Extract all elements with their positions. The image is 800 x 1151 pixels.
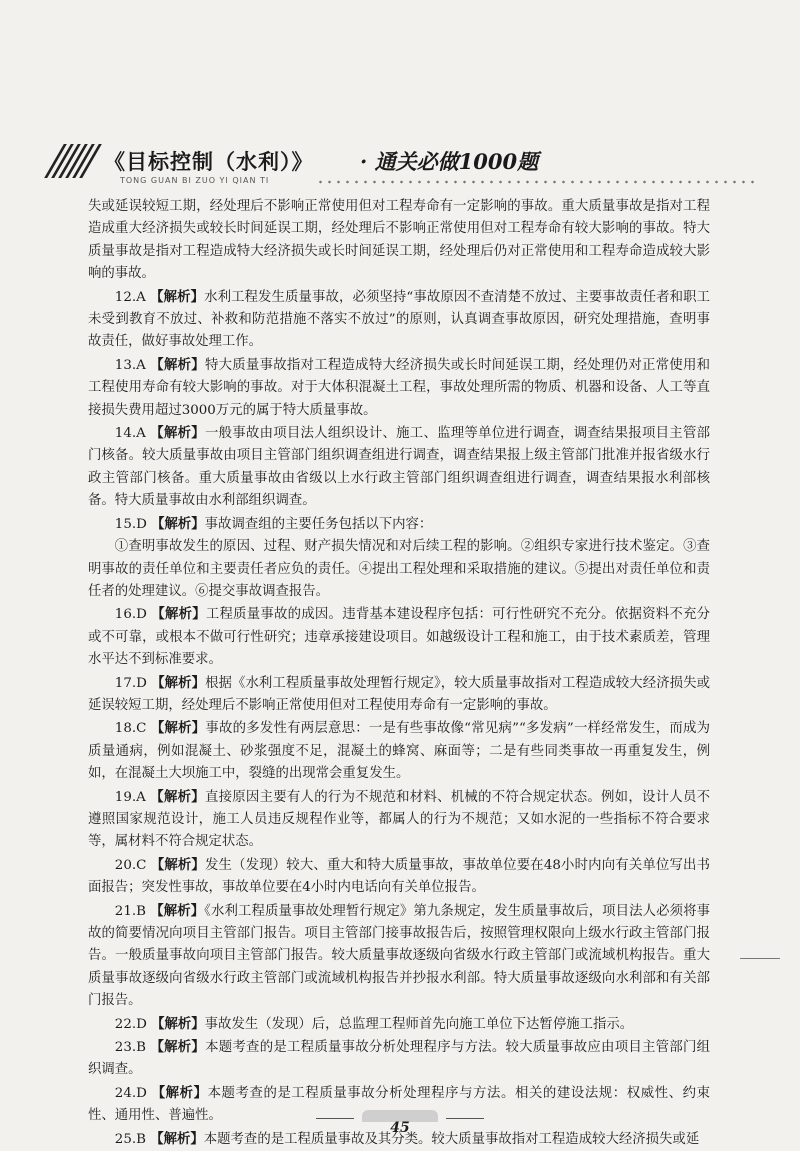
answer-item (88, 717, 710, 785)
footer-line-left (316, 1118, 354, 1119)
answer-text: ①查明事故发生的原因、过程、财产损失情况和对后续工程的影响。②组织专家进行技术鉴定。③查明事故的责任单位和主要责任者应负的责任。④提出工程处理和采取措施的建议。⑤提出对责任单位和责任者的处理建议。⑥提交事故调查报告。 (88, 539, 710, 599)
answer-text: 事故发生（发现）后，总监理工程师首先向施工单位下达暂停施工指示。 (204, 1016, 634, 1032)
page-footer (310, 1104, 490, 1136)
answer-item (88, 1036, 710, 1082)
header-pinyin: TONG GUAN BI ZUO YI QIAN TI (120, 176, 270, 185)
answer-item (88, 536, 710, 603)
answer-content (88, 196, 710, 1151)
answer-number: 24.D (114, 1085, 147, 1101)
analysis-tag: 【解析】 (150, 1130, 204, 1147)
analysis-tag: 【解析】 (151, 515, 205, 532)
answer-item (88, 286, 710, 354)
analysis-tag: 【解析】 (150, 288, 205, 305)
analysis-tag: 【解析】 (151, 1015, 205, 1032)
analysis-tag: 【解析】 (151, 606, 206, 623)
answer-item (88, 900, 710, 1013)
header-dotted-rule (316, 180, 756, 184)
answer-number: 19.A (114, 789, 146, 805)
answer-text: 本题考查的是工程质量事故分析处理程序与方法。较大质量事故应由项目主管部门组织调查。 (88, 1040, 711, 1078)
answer-number: 25.B (114, 1131, 146, 1147)
answer-number: 23.B (114, 1040, 146, 1056)
answer-text: 《水利工程质量事故处理暂行规定》第九条规定，发生质量事故后，项目法人必须将事故的简要情况向项目主管部门报告。项目主管部门接事故报告后，按照管理权限向上级水行政主管部门报告。一般质量事故向项目主管部门报告。较大质量事故逐级向省级水行政主管部门或流域机构报告。重大质量事故逐级向省级水行政主管部门或流域机构报告并抄报水利部。特大质量事故逐级向水利部和有关部门报告。 (88, 903, 710, 1009)
page-header (48, 140, 758, 190)
answer-number: 22.D (114, 1016, 147, 1032)
answer-text: 本题考查的是工程质量事故及其分类。较大质量事故指对工程造成较大经济损失或延 (203, 1131, 700, 1147)
answer-item (88, 422, 710, 513)
analysis-tag: 【解析】 (150, 356, 205, 373)
answer-text: 发生（发现）较大、重大和特大质量事故，事故单位要在48小时内向有关单位写出书面报告；突发性事故，事故单位要在4小时内电话向有关单位报告。 (88, 857, 710, 896)
analysis-tag: 【解析】 (151, 1084, 208, 1101)
answer-item (88, 1013, 710, 1036)
book-title: 《目标控制（水利）》 (104, 149, 314, 174)
answer-number: 12.A (114, 289, 146, 305)
answer-text: 直接原因主要有人的行为不规范和材料、机械的不符合规定状态。例如，设计人员不遵照国家规范设计，施工人员违反规程作业等，都属人的行为不规范；又如水泥的一些指标不符合要求等，属材料不符合规定状态。 (88, 789, 711, 850)
answer-list (88, 286, 710, 1151)
answer-text: 事故调查组的主要任务包括以下内容： (204, 516, 433, 532)
answer-text: 一般事故由项目法人组织设计、施工、监理等单位进行调查，调查结果报项目主管部门核备。较大质量事故由项目主管部门组织调查组进行调查，调查结果报上级主管部门批准并报省级水行政主管部门核备。重大质量事故由省级以上水行政主管部门组织调查组进行调查，调查结果报水利部核备。特大质量事故由水利部组织调查。 (88, 426, 711, 509)
answer-text: 水利工程发生质量事故，必须坚持“事故原因不查清楚不放过、主要事故责任者和职工未受到教育不放过、补救和防范措施不落实不放过”的原则，认真调查事故原因，研究处理措施，查明事故责任，做好事故处理工作。 (88, 289, 711, 350)
answer-item (88, 786, 710, 854)
header-stripes-decoration (48, 144, 108, 182)
answer-number: 16.D (114, 607, 147, 623)
analysis-tag: 【解析】 (151, 674, 206, 691)
answer-text: 事故的多发性有两层意思：一是有些事故像“常见病”“多发病”一样经常发生，而成为质量通病，例如混凝土、砂浆强度不足，混凝土的蜂窝、麻面等；二是有些同类事故一再重复发生，例如，在混凝土大坝施工中，裂缝的出现常会重复发生。 (88, 721, 710, 782)
answer-number: 18.C (114, 721, 147, 737)
edge-mark (740, 958, 780, 959)
book-subtitle: · 通关必做1000题 (360, 149, 539, 174)
answer-item (88, 603, 710, 671)
analysis-tag: 【解析】 (150, 1039, 206, 1056)
answer-number: 15.D (114, 516, 147, 532)
answer-text: 根据《水利工程质量事故处理暂行规定》，较大质量事故指对工程造成较大经济损失或延误较短工期，经处理后不影响正常使用但对工程使用寿命有一定影响的事故。 (88, 675, 710, 713)
answer-number: 21.B (114, 903, 146, 919)
answer-number: 13.A (114, 357, 146, 373)
answer-item (88, 672, 710, 718)
answer-item (88, 513, 710, 536)
answer-text: 工程质量事故的成因。违背基本建设程序包括：可行性研究不充分。依据资料不充分或不可靠，或根本不做可行性研究；违章承接建设项目。如越级设计工程和施工，由于技术素质差，管理水平达不到标准要求。 (88, 607, 710, 668)
answer-number: 20.C (114, 857, 147, 873)
footer-line-right (446, 1118, 484, 1119)
answer-text: 本题考查的是工程质量事故分析处理程序与方法。相关的建设法规：权威性、约束性、通用性、普遍性。 (88, 1085, 710, 1124)
analysis-tag: 【解析】 (150, 856, 205, 873)
analysis-tag: 【解析】 (150, 425, 205, 442)
analysis-tag: 【解析】 (150, 720, 206, 737)
analysis-tag: 【解析】 (150, 788, 205, 805)
answer-text: 特大质量事故指对工程造成特大经济损失或长时间延误工期，经处理仍对正常使用和工程使用寿命有较大影响的事故。对于大体积混凝土工程，事故处理所需的物质、机器和设备、人工等直接损失费用超过3000万元的属于特大质量事故。 (88, 357, 711, 418)
continuation-paragraph: 失或延误较短工期，经处理后不影响正常使用但对工程寿命有一定影响的事故。重大质量事故是指对工程造成重大经济损失或较长时间延误工期，经处理后不影响正常使用但对工程寿命有较大影响的事故。特大质量事故是指对工程造成特大经济损失或长时间延误工期，经处理后仍对正常使用和工程寿命造成较大影响的事故。 (88, 199, 710, 282)
answer-number: 14.A (114, 426, 146, 442)
answer-item (88, 354, 710, 422)
page-number: 45 (390, 1120, 410, 1136)
answer-number: 17.D (114, 675, 147, 691)
answer-item (88, 854, 710, 900)
analysis-tag: 【解析】 (150, 902, 205, 919)
